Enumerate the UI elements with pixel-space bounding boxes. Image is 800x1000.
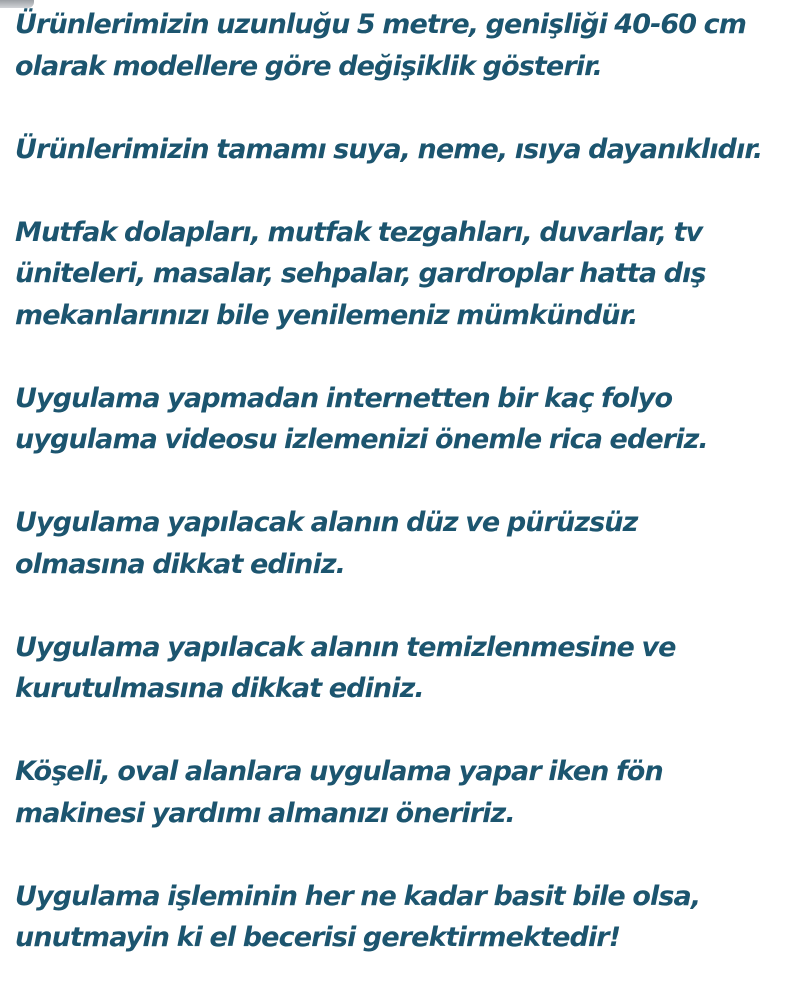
paragraph-durability [15, 129, 795, 171]
text-line: Ürünlerimizin uzunluğu 5 metre, genişliği 40-60 cm [15, 9, 746, 40]
paragraph-product-dimensions [15, 4, 795, 87]
text-line: Mutfak dolapları, mutfak tezgahları, duvarlar, tv [15, 216, 703, 248]
product-info-text [15, 4, 795, 1000]
paragraph-skill-warning [15, 876, 795, 959]
text-line: mekanlarınızı bile yenilemeniz mümkündür. [15, 299, 638, 331]
paragraph-watch-videos [15, 378, 795, 461]
paragraph-smooth-surface [15, 502, 795, 585]
text-line: Uygulama işleminin her ne kadar basit bile olsa, [15, 880, 701, 912]
paragraph-usage-areas [15, 212, 795, 337]
text-line: olarak modellere göre değişiklik gösterir. [15, 50, 603, 82]
text-line: Köşeli, oval alanlara uygulama yapar iken fön [15, 756, 663, 787]
text-line: Uygulama yapılacak alanın düz ve pürüzsüz [15, 507, 638, 538]
text-line: makinesi yardımı almanızı öneririz. [15, 797, 515, 829]
text-line: Uygulama yapmadan internetten bir kaç folyo [15, 382, 673, 414]
text-line: üniteleri, masalar, sehpalar, gardroplar hatta dış [15, 258, 706, 289]
text-line: Ürünlerimizin tamamı suya, neme, ısıya dayanıklıdır. [15, 133, 763, 165]
text-line: uygulama videosu izlemenizi önemle rica ederiz. [15, 424, 708, 455]
text-line: kurutulmasına dikkat ediniz. [15, 673, 424, 704]
paragraph-clean-dry [15, 627, 795, 710]
paragraph-hair-dryer-tip [15, 751, 795, 834]
text-line: olmasına dikkat ediniz. [15, 548, 345, 580]
text-line: unutmayin ki el becerisi gerektirmektedir! [15, 922, 621, 953]
text-line: Uygulama yapılacak alanın temizlenmesine ve [15, 631, 676, 663]
